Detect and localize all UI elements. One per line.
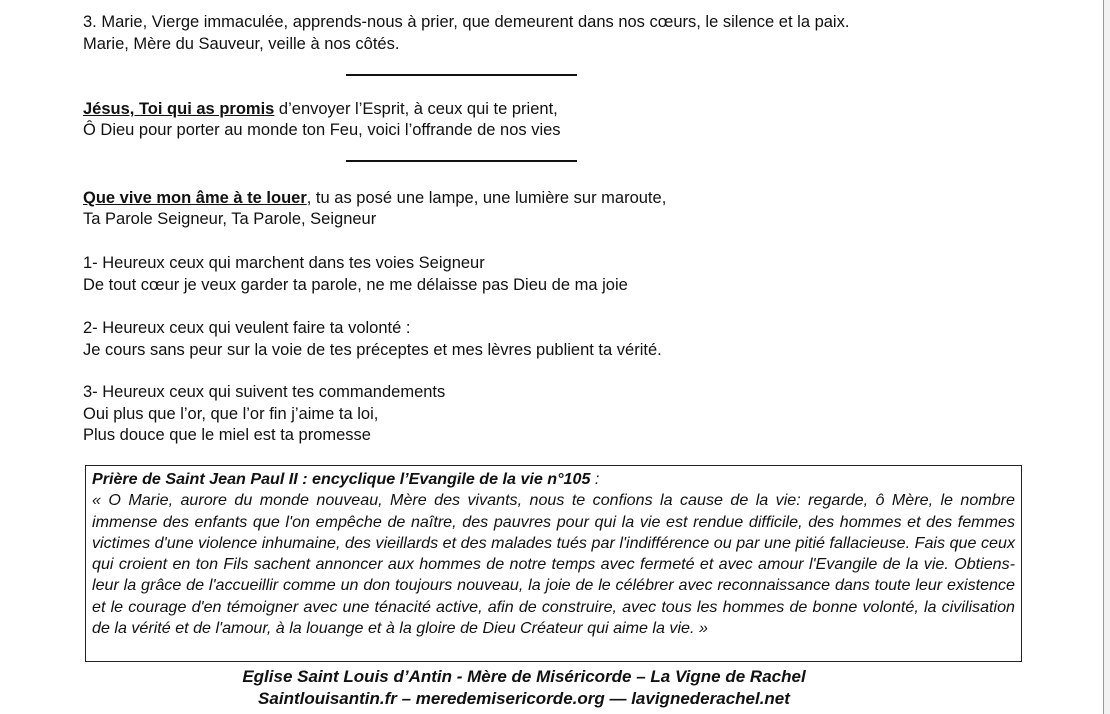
verse1-line1: 1- Heureux ceux qui marchent dans tes voies Seigneur bbox=[83, 254, 485, 272]
hymn2-line1 bbox=[83, 99, 558, 119]
verse2-line2: Je cours sans peur sur la voie de tes préceptes et mes lèvres publient ta vérité. bbox=[83, 341, 662, 359]
page-margin-strip bbox=[1104, 0, 1110, 714]
separator-rule bbox=[346, 160, 577, 162]
verse2-line1: 2- Heureux ceux qui veulent faire ta volonté : bbox=[83, 319, 411, 337]
verse1-line2: De tout cœur je veux garder ta parole, ne me délaisse pas Dieu de ma joie bbox=[83, 276, 628, 294]
prayer-title: Prière de Saint Jean Paul II : encyclique l’Evangile de la vie n°105 bbox=[92, 470, 591, 488]
prayer-box bbox=[85, 465, 1022, 662]
hymn1-line1: 3. Marie, Vierge immaculée, apprends-nous à prier, que demeurent dans nos cœurs, le silence et la paix. bbox=[83, 13, 850, 31]
hymn2-line1-rest: d’envoyer l’Esprit, à ceux qui te prient, bbox=[274, 100, 558, 118]
verse3-line3: Plus douce que le miel est ta promesse bbox=[83, 426, 371, 444]
footer-line2: Saintlouisantin.fr – meredemisericorde.org — lavignederachel.net bbox=[258, 689, 790, 708]
prayer-title-line bbox=[92, 469, 1015, 490]
footer-line1: Eglise Saint Louis d’Antin - Mère de Miséricorde – La Vigne de Rachel bbox=[242, 667, 806, 686]
hymn2-line2: Ô Dieu pour porter au monde ton Feu, voici l’offrande de nos vies bbox=[83, 121, 561, 139]
page-edge-line bbox=[1103, 0, 1104, 714]
separator-rule bbox=[346, 74, 577, 76]
verse3-line2: Oui plus que l’or, que l’or fin j’aime ta loi, bbox=[83, 405, 379, 423]
hymn2-title: Jésus, Toi qui as promis bbox=[83, 100, 275, 118]
hymn3-title: Que vive mon âme à te louer bbox=[83, 189, 307, 207]
hymn1-line2: Marie, Mère du Sauveur, veille à nos côtés. bbox=[83, 35, 400, 53]
hymn3-line1-rest: , tu as posé une lampe, une lumière sur maroute, bbox=[306, 189, 667, 207]
prayer-text: « O Marie, aurore du monde nouveau, Mère des vivants, nous te confions la cause de la vie: regarde, ô Mère, le nombre immense des enfants que l'on empêche de naître, des pauvres pour qui la vie est rendue difficile, des hommes et des femmes victimes d'une violence inhumaine, des vieillards et des malades tués par l'indifférence ou par une pitié fallacieuse. Fais que ceux qui croient en ton Fils sachent annoncer aux hommes de notre temps avec fermeté et avec amour l'Evangile de la vie. Obtiens-leur la grâce de l'accueillir comme un don toujours nouveau, la joie de le célébrer avec reconnaissance dans toute leur existence et le courage d'en témoigner avec une ténacité active, afin de construire, avec tous les hommes de bonne volonté, la civilisation de la vérité et de l'amour, à la louange et à la gloire de Dieu Créateur qui aime la vie. » bbox=[92, 491, 1015, 638]
hymn3-line2: Ta Parole Seigneur, Ta Parole, Seigneur bbox=[83, 210, 377, 228]
prayer-title-suffix: : bbox=[590, 470, 600, 488]
verse3-line1: 3- Heureux ceux qui suivent tes commandements bbox=[83, 383, 446, 401]
hymn3-line1 bbox=[83, 188, 666, 208]
